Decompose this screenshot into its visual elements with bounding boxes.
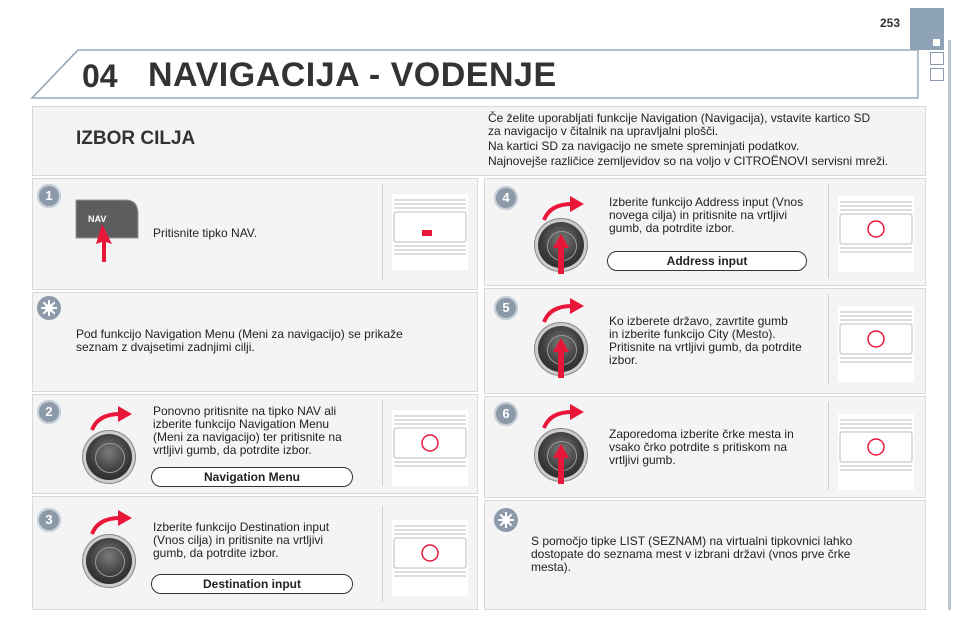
curved-arrow-icon bbox=[538, 296, 594, 324]
step-line: izbor. bbox=[609, 353, 638, 367]
rotary-knob-icon bbox=[534, 296, 594, 380]
side-rule bbox=[948, 40, 951, 610]
step-line: vrtljivi gumb. bbox=[609, 453, 676, 467]
divider bbox=[828, 402, 829, 490]
step-line: in izberite funkcijo City (Mesto). bbox=[609, 327, 776, 341]
tip-line: seznam z dvajsetimi zadnjimi cilji. bbox=[76, 340, 255, 354]
control-panel-thumbnail bbox=[392, 194, 468, 270]
step-line: izberite funkcijo Navigation Menu bbox=[153, 417, 330, 431]
control-panel-thumbnail bbox=[838, 196, 914, 272]
divider bbox=[382, 184, 383, 280]
tip-line: Pod funkcijo Navigation Menu (Meni za navigacijo) se prikaže bbox=[76, 327, 403, 341]
control-panel-thumbnail bbox=[392, 520, 468, 596]
step-badge: 3 bbox=[37, 508, 61, 532]
tip-text bbox=[531, 535, 852, 574]
step-badge: 6 bbox=[494, 402, 518, 426]
step-line: Pritisnite na vrtljivi gumb, da potrdite bbox=[609, 340, 802, 354]
side-marker-box bbox=[930, 52, 944, 65]
control-panel-thumbnail bbox=[838, 414, 914, 490]
press-arrow-icon bbox=[551, 444, 571, 486]
nav-button-label: NAV bbox=[88, 214, 107, 224]
navigation-menu-label: Navigation Menu bbox=[151, 467, 353, 487]
rotary-knob-icon bbox=[86, 404, 142, 484]
press-arrow-icon bbox=[551, 234, 571, 276]
step-text bbox=[153, 227, 257, 240]
address-input-label: Address input bbox=[607, 251, 807, 271]
intro-text bbox=[488, 112, 888, 168]
control-panel-thumbnail bbox=[392, 410, 468, 486]
step-badge: 5 bbox=[494, 296, 518, 320]
step-text bbox=[153, 521, 329, 560]
chapter-tab bbox=[910, 8, 944, 50]
divider bbox=[382, 400, 383, 486]
divider bbox=[828, 184, 829, 278]
step-text bbox=[609, 428, 794, 467]
intro-line: za navigacijo v čitalnik na upravljalni plošči. bbox=[488, 124, 719, 138]
step-badge: 4 bbox=[494, 186, 518, 210]
step-text bbox=[609, 196, 803, 235]
chapter-number: 04 bbox=[82, 58, 118, 94]
intro-line: Najnovejše različice zemljevidov so na voljo v CITROËNOVI servisni mreži. bbox=[488, 154, 889, 168]
step-line: Ponovno pritisnite na tipko NAV ali bbox=[153, 404, 337, 418]
step-line: gumb, da potrdite izbor. bbox=[609, 221, 735, 235]
nav-button-icon bbox=[72, 196, 142, 246]
page-title: NAVIGACIJA - VODENJE bbox=[148, 56, 557, 94]
rotary-knob-icon bbox=[534, 194, 594, 274]
step-text bbox=[153, 405, 342, 457]
tip-line: mesta). bbox=[531, 560, 572, 574]
curved-arrow-icon bbox=[86, 508, 142, 536]
step-line: Pritisnite tipko NAV. bbox=[153, 226, 258, 240]
step-text bbox=[609, 315, 802, 367]
step-line: (Vnos cilja) in pritisnite na vrtljivi bbox=[153, 533, 324, 547]
step-line: Ko izberete državo, zavrtite gumb bbox=[609, 314, 788, 328]
step-line: Zaporedoma izberite črke mesta in bbox=[609, 427, 794, 441]
step-line: vrtljivi gumb, da potrdite izbor. bbox=[153, 443, 312, 457]
divider bbox=[828, 294, 829, 384]
rotary-knob-icon bbox=[534, 402, 594, 486]
destination-input-label: Destination input bbox=[151, 574, 353, 594]
step-badge: 1 bbox=[37, 184, 61, 208]
tip-text bbox=[76, 328, 403, 354]
step-badge: 2 bbox=[37, 400, 61, 424]
section-title: IZBOR CILJA bbox=[76, 128, 196, 149]
step-line: Izberite funkcijo Destination input bbox=[153, 520, 330, 534]
lightbulb-tip-icon bbox=[37, 296, 61, 320]
rotary-knob-icon bbox=[86, 508, 142, 588]
press-arrow-icon bbox=[551, 338, 571, 380]
page-number: 253 bbox=[879, 16, 900, 30]
step-line: Izberite funkcijo Address input (Vnos bbox=[609, 195, 804, 209]
divider bbox=[382, 506, 383, 602]
intro-line: Če želite uporabljati funkcije Navigation (Navigacija), vstavite kartico SD bbox=[488, 111, 871, 125]
step-line: novega cilja) in pritisnite na vrtljivi bbox=[609, 208, 788, 222]
tip-line: S pomočjo tipke LIST (SEZNAM) na virtualni tipkovnici lahko bbox=[531, 534, 853, 548]
step-line: (Meni za navigacijo) ter pritisnite na bbox=[153, 430, 342, 444]
step-line: vsako črko potrdite s pritiskom na bbox=[609, 440, 788, 454]
intro-line: Na kartici SD za navigacijo ne smete spreminjati podatkov. bbox=[488, 139, 800, 153]
curved-arrow-icon bbox=[538, 194, 594, 222]
lightbulb-tip-icon bbox=[494, 508, 518, 532]
control-panel-thumbnail bbox=[838, 306, 914, 382]
tip-line: dostopate do seznama mest v izbrani državi (vnos prve črke bbox=[531, 547, 851, 561]
curved-arrow-icon bbox=[86, 404, 142, 432]
curved-arrow-icon bbox=[538, 402, 594, 430]
step-line: gumb, da potrdite izbor. bbox=[153, 546, 279, 560]
side-marker-box bbox=[930, 68, 944, 81]
